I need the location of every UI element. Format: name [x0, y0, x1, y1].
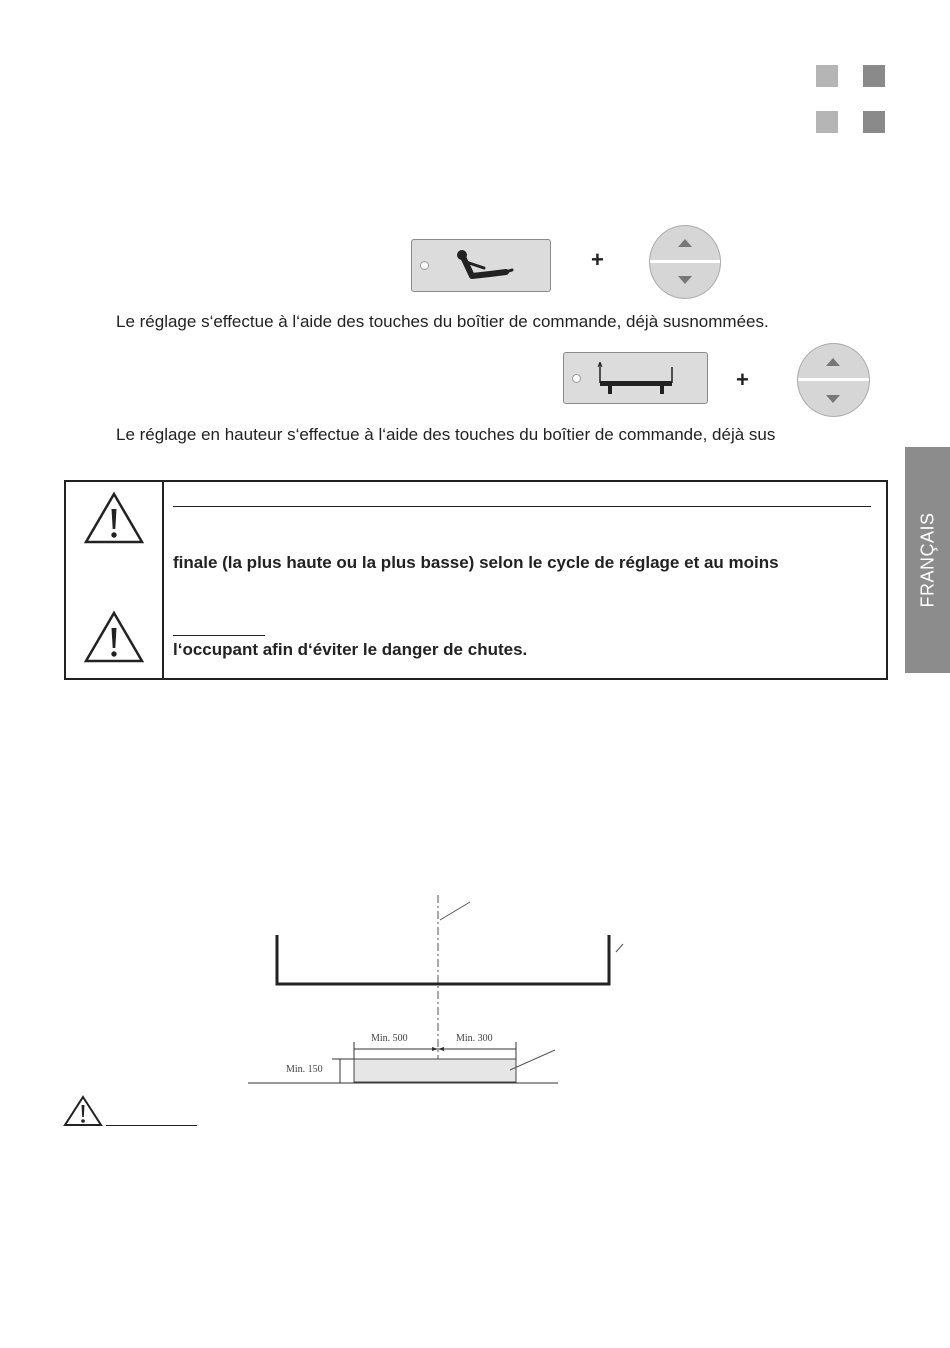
- height-paragraph: Le réglage en hauteur s‘effectue à l‘aide des touches du boîtier de commande, déjà sus: [116, 425, 776, 444]
- reclining-person-icon: [450, 248, 520, 284]
- bed-frame-icon: [596, 359, 676, 395]
- down-button[interactable]: [798, 380, 869, 416]
- warning-line-2: l‘occupant afin d‘éviter le danger de chutes.: [173, 640, 528, 659]
- label-min-150: Min. 150: [286, 1064, 323, 1075]
- warning-triangle-icon: [63, 1095, 103, 1127]
- height-button[interactable]: [563, 352, 708, 404]
- bottom-underline: [106, 1125, 197, 1126]
- warning-triangle-icon: [83, 610, 145, 664]
- up-down-rocker[interactable]: [649, 225, 721, 299]
- up-button[interactable]: [798, 344, 869, 380]
- plus-sign: +: [736, 367, 749, 392]
- language-tab-label: FRANÇAIS: [917, 512, 937, 608]
- arrow-down-icon: [826, 395, 840, 403]
- leader-line: [510, 1050, 555, 1070]
- corner-square: [816, 111, 838, 133]
- arrow-up-icon: [678, 239, 692, 247]
- warning-box: [64, 480, 888, 680]
- label-min-300: Min. 300: [456, 1033, 493, 1044]
- up-down-rocker[interactable]: [797, 343, 870, 417]
- up-button[interactable]: [650, 226, 720, 262]
- label-min-500: Min. 500: [371, 1033, 408, 1044]
- warning-line-1: finale (la plus haute ou la plus basse) selon le cycle de réglage et au moins: [173, 553, 779, 572]
- bed-frame-outline: [277, 935, 609, 984]
- warning-triangle-icon: [83, 491, 145, 545]
- language-tab: [905, 447, 950, 673]
- arrow-up-icon: [826, 358, 840, 366]
- backrest-paragraph: Le réglage s‘effectue à l‘aide des touches du boîtier de commande, déjà susnommées.: [116, 312, 769, 331]
- leader-line: [616, 944, 623, 952]
- warning-underline: [173, 635, 265, 636]
- backrest-button[interactable]: [411, 239, 551, 292]
- corner-square: [863, 65, 885, 87]
- warning-divider: [162, 482, 164, 678]
- down-button[interactable]: [650, 262, 720, 298]
- arrow-down-icon: [678, 276, 692, 284]
- bed-placement-diagram: [240, 890, 640, 1090]
- corner-square: [816, 65, 838, 87]
- led-indicator: [420, 261, 429, 270]
- leader-line: [440, 902, 470, 920]
- obstacle-box: [354, 1059, 516, 1082]
- led-indicator: [572, 374, 581, 383]
- plus-sign: +: [591, 247, 604, 272]
- corner-square: [863, 111, 885, 133]
- warning-rule: [173, 506, 871, 507]
